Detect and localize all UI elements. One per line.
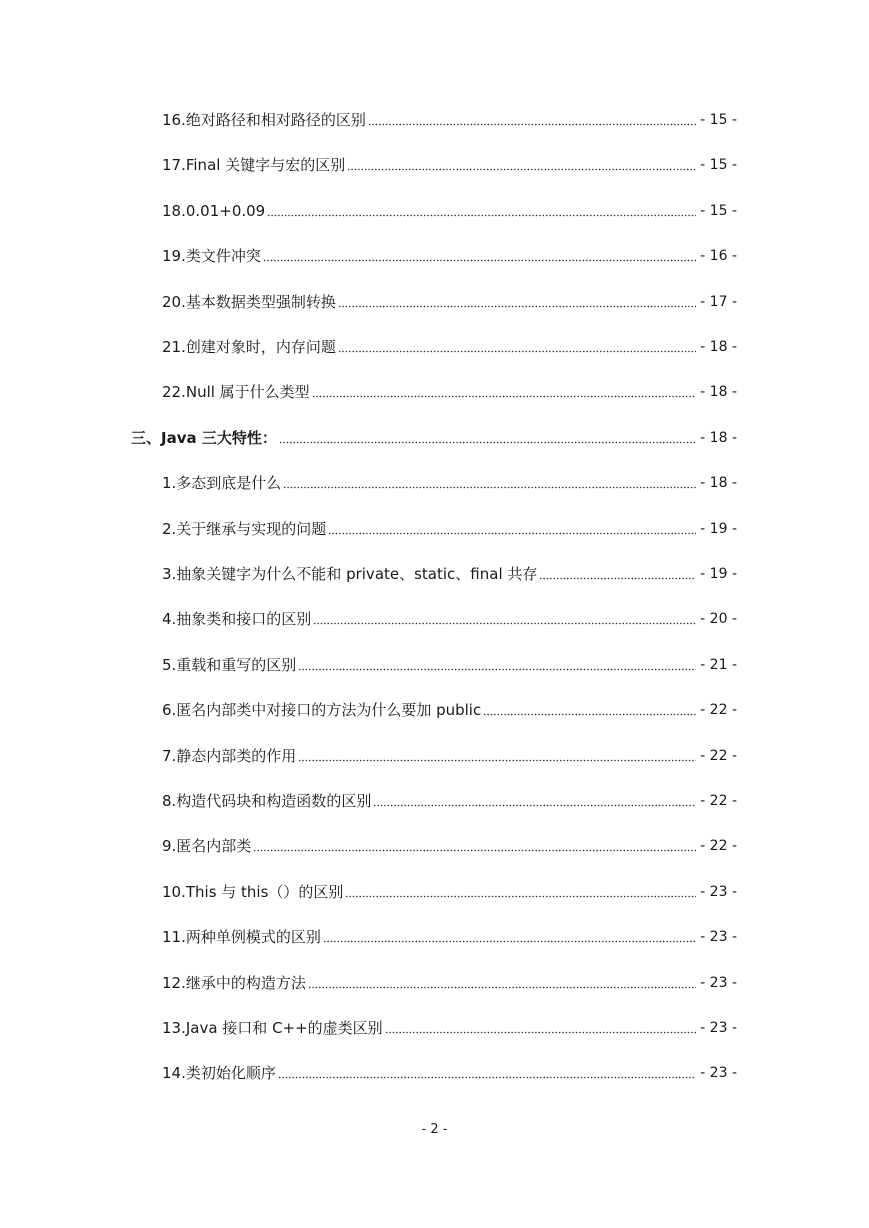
toc-entry-title: 3.抽象关键字为什么不能和 private、static、final 共存 [162, 565, 538, 583]
toc-entry-title: 5.重载和重写的区别 [162, 656, 297, 674]
toc-dot-leader [338, 350, 696, 353]
toc-entry-page: - 18 - [700, 430, 737, 446]
toc-entry[interactable] [162, 651, 737, 675]
toc-entry-page: - 18 - [700, 384, 737, 400]
toc-dot-leader [267, 214, 696, 217]
toc-dot-leader [338, 305, 696, 308]
toc-entry-title: 14.类初始化顺序 [162, 1064, 276, 1082]
toc-entry-title: 三、Java 三大特性： [131, 429, 277, 447]
toc-entry-title: 6.匿名内部类中对接口的方法为什么要加 public [162, 701, 482, 719]
toc-entry-title: 8.构造代码块和构造函数的区别 [162, 792, 372, 810]
toc-entry-title: 22.Null 属于什么类型 [162, 383, 310, 401]
toc-entry[interactable] [162, 197, 737, 221]
toc-entry[interactable] [162, 923, 737, 947]
toc-entry-page: - 15 - [700, 203, 737, 219]
toc-entry[interactable] [162, 1059, 737, 1083]
toc-entry-title: 17.Final 关键字与宏的区别 [162, 156, 346, 174]
toc-entry-page: - 22 - [700, 748, 737, 764]
toc-dot-leader [368, 123, 696, 126]
toc-entry-page: - 23 - [700, 884, 737, 900]
toc-entry-title: 7.静态内部类的作用 [162, 747, 297, 765]
toc-entry-page: - 22 - [700, 702, 737, 718]
toc-dot-leader [323, 940, 696, 943]
toc-entry-page: - 16 - [700, 248, 737, 264]
toc-dot-leader [539, 577, 696, 580]
toc-entry[interactable] [162, 378, 737, 402]
toc-entry-page: - 23 - [700, 929, 737, 945]
toc-entry-title: 16.绝对路径和相对路径的区别 [162, 111, 366, 129]
toc-entry-title: 19.类文件冲突 [162, 247, 261, 265]
toc-entry-page: - 19 - [700, 521, 737, 537]
toc-dot-leader [312, 395, 696, 398]
toc-dot-leader [328, 532, 696, 535]
toc-entry[interactable] [162, 696, 737, 720]
toc-dot-leader [283, 486, 696, 489]
toc-entry-title: 12.继承中的构造方法 [162, 974, 306, 992]
toc-dot-leader [253, 849, 696, 852]
toc-entry-page: - 15 - [700, 157, 737, 173]
toc-dot-leader [298, 759, 696, 762]
toc-entry[interactable] [162, 288, 737, 312]
toc-entry-page: - 22 - [700, 793, 737, 809]
toc-dot-leader [263, 259, 696, 262]
toc-entry[interactable] [162, 878, 737, 902]
toc-entry-page: - 18 - [700, 339, 737, 355]
toc-entry[interactable] [162, 605, 737, 629]
toc-entry-page: - 18 - [700, 475, 737, 491]
toc-entry[interactable] [162, 742, 737, 766]
toc-entry-title: 10.This 与 this（）的区别 [162, 883, 344, 901]
toc-entry[interactable] [162, 242, 737, 266]
toc-entry[interactable] [162, 106, 737, 130]
toc-entry-page: - 23 - [700, 975, 737, 991]
toc-entry[interactable] [162, 787, 737, 811]
page-number: - 2 - [421, 1122, 448, 1137]
toc-entry-page: - 23 - [700, 1065, 737, 1081]
toc-dot-leader [298, 668, 696, 671]
toc-entry[interactable] [162, 469, 737, 493]
toc-entry[interactable] [162, 560, 737, 584]
toc-entry-page: - 19 - [700, 566, 737, 582]
toc-entry-title: 11.两种单例模式的区别 [162, 928, 321, 946]
toc-dot-leader [373, 804, 696, 807]
toc-entry[interactable] [162, 832, 737, 856]
toc-entry[interactable] [162, 969, 737, 993]
toc-entry-title: 18.0.01+0.09 [162, 202, 266, 220]
toc-entry-page: - 20 - [700, 611, 737, 627]
toc-dot-leader [483, 713, 696, 716]
toc-entry-page: - 17 - [700, 294, 737, 310]
toc-entry-page: - 21 - [700, 657, 737, 673]
toc-entry-title: 13.Java 接口和 C++的虚类区别 [162, 1019, 383, 1037]
toc-entry[interactable] [162, 333, 737, 357]
toc-entry[interactable] [162, 515, 737, 539]
toc-dot-leader [279, 441, 696, 444]
toc-entry-page: - 23 - [700, 1020, 737, 1036]
toc-entry-title: 20.基本数据类型强制转换 [162, 293, 336, 311]
toc-dot-leader [347, 168, 696, 171]
toc-dot-leader [308, 986, 696, 989]
toc-entry-title: 2.关于继承与实现的问题 [162, 520, 327, 538]
toc-entry-title: 9.匿名内部类 [162, 837, 252, 855]
toc-entry-title: 1.多态到底是什么 [162, 474, 282, 492]
toc-entry-title: 4.抽象类和接口的区别 [162, 610, 312, 628]
toc-entry[interactable] [162, 1014, 737, 1038]
toc-entry[interactable] [162, 151, 737, 175]
toc-dot-leader [278, 1076, 696, 1079]
toc-entry-title: 21.创建对象时，内存问题 [162, 338, 336, 356]
toc-section-heading[interactable] [131, 424, 737, 448]
toc-dot-leader [385, 1031, 696, 1034]
toc-dot-leader [313, 622, 696, 625]
toc-entry-page: - 15 - [700, 112, 737, 128]
toc-dot-leader [345, 895, 696, 898]
toc-entry-page: - 22 - [700, 838, 737, 854]
